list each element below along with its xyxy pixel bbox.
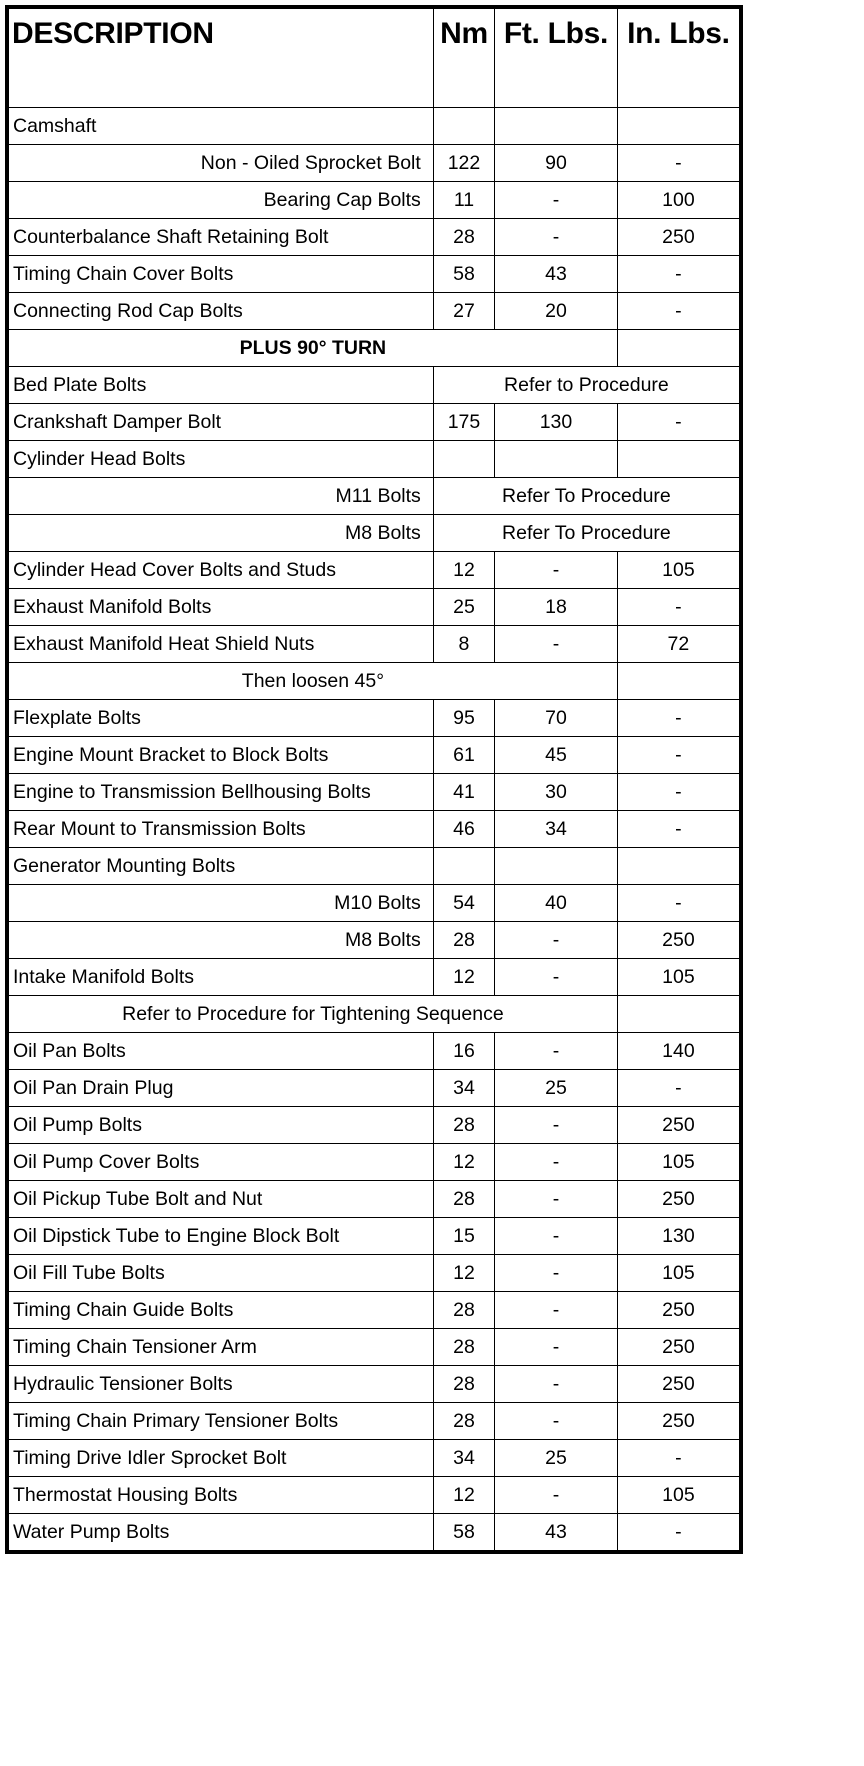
in-lbs-cell: 100 <box>617 182 741 219</box>
nm-cell: 15 <box>433 1218 494 1255</box>
description-cell: Hydraulic Tensioner Bolts <box>7 1366 433 1403</box>
nm-cell: 28 <box>433 1292 494 1329</box>
nm-cell: 54 <box>433 885 494 922</box>
nm-cell: 27 <box>433 293 494 330</box>
in-lbs-cell <box>617 330 741 367</box>
table-row <box>7 1107 741 1144</box>
table-body <box>7 108 741 1553</box>
in-lbs-cell: 105 <box>617 1477 741 1514</box>
table-row <box>7 1033 741 1070</box>
ft-lbs-cell: - <box>495 922 618 959</box>
note-cell: Refer to Procedure for Tightening Sequence <box>7 996 617 1033</box>
table-row <box>7 256 741 293</box>
table-row <box>7 330 741 367</box>
description-cell: M8 Bolts <box>7 515 433 552</box>
table-row <box>7 515 741 552</box>
description-cell: M11 Bolts <box>7 478 433 515</box>
in-lbs-cell: - <box>617 811 741 848</box>
table-row <box>7 1292 741 1329</box>
nm-cell: 28 <box>433 922 494 959</box>
nm-cell: 122 <box>433 145 494 182</box>
in-lbs-cell: 250 <box>617 1329 741 1366</box>
in-lbs-cell: 250 <box>617 1403 741 1440</box>
description-cell: Oil Dipstick Tube to Engine Block Bolt <box>7 1218 433 1255</box>
description-cell: Oil Fill Tube Bolts <box>7 1255 433 1292</box>
nm-cell: 46 <box>433 811 494 848</box>
table-row <box>7 848 741 885</box>
description-cell: Timing Chain Primary Tensioner Bolts <box>7 1403 433 1440</box>
nm-cell: 12 <box>433 552 494 589</box>
ft-lbs-cell: 30 <box>495 774 618 811</box>
in-lbs-cell: - <box>617 404 741 441</box>
ft-lbs-cell: 70 <box>495 700 618 737</box>
procedure-cell: Refer to Procedure <box>433 367 741 404</box>
table-row <box>7 959 741 996</box>
nm-cell: 175 <box>433 404 494 441</box>
in-lbs-cell: - <box>617 700 741 737</box>
nm-cell: 41 <box>433 774 494 811</box>
header-ft-lbs: Ft. Lbs. <box>495 7 618 108</box>
description-cell: Flexplate Bolts <box>7 700 433 737</box>
in-lbs-cell: 250 <box>617 1366 741 1403</box>
ft-lbs-cell: - <box>495 552 618 589</box>
description-cell: Timing Chain Tensioner Arm <box>7 1329 433 1366</box>
ft-lbs-cell: 43 <box>495 256 618 293</box>
procedure-cell: Refer To Procedure <box>433 515 741 552</box>
nm-cell: 34 <box>433 1070 494 1107</box>
in-lbs-cell: - <box>617 1070 741 1107</box>
table-row <box>7 774 741 811</box>
nm-cell: 58 <box>433 256 494 293</box>
header-row <box>7 7 741 108</box>
in-lbs-cell: 250 <box>617 1292 741 1329</box>
description-cell: Oil Pickup Tube Bolt and Nut <box>7 1181 433 1218</box>
in-lbs-cell: 105 <box>617 1255 741 1292</box>
nm-cell: 28 <box>433 219 494 256</box>
description-cell: Connecting Rod Cap Bolts <box>7 293 433 330</box>
header-nm: Nm <box>433 7 494 108</box>
table-row <box>7 404 741 441</box>
ft-lbs-cell: - <box>495 626 618 663</box>
ft-lbs-cell: - <box>495 1107 618 1144</box>
in-lbs-cell: - <box>617 293 741 330</box>
ft-lbs-cell: - <box>495 1181 618 1218</box>
description-cell: Timing Drive Idler Sprocket Bolt <box>7 1440 433 1477</box>
description-cell: Oil Pump Bolts <box>7 1107 433 1144</box>
table-row <box>7 922 741 959</box>
nm-cell: 58 <box>433 1514 494 1553</box>
in-lbs-cell: - <box>617 1514 741 1553</box>
nm-cell <box>433 441 494 478</box>
description-cell: Cylinder Head Bolts <box>7 441 433 478</box>
table-row <box>7 145 741 182</box>
ft-lbs-cell: 45 <box>495 737 618 774</box>
ft-lbs-cell <box>495 848 618 885</box>
ft-lbs-cell: - <box>495 1366 618 1403</box>
ft-lbs-cell: - <box>495 1255 618 1292</box>
description-cell: Timing Chain Cover Bolts <box>7 256 433 293</box>
table-row <box>7 811 741 848</box>
in-lbs-cell: 105 <box>617 1144 741 1181</box>
table-row <box>7 552 741 589</box>
in-lbs-cell: 140 <box>617 1033 741 1070</box>
table-row <box>7 293 741 330</box>
nm-cell: 28 <box>433 1181 494 1218</box>
ft-lbs-cell <box>495 108 618 145</box>
in-lbs-cell: 130 <box>617 1218 741 1255</box>
table-row <box>7 1440 741 1477</box>
in-lbs-cell: - <box>617 1440 741 1477</box>
ft-lbs-cell: - <box>495 1477 618 1514</box>
in-lbs-cell: - <box>617 774 741 811</box>
description-cell: Engine Mount Bracket to Block Bolts <box>7 737 433 774</box>
table-row <box>7 1218 741 1255</box>
description-cell: Thermostat Housing Bolts <box>7 1477 433 1514</box>
description-cell: Intake Manifold Bolts <box>7 959 433 996</box>
table-row <box>7 1070 741 1107</box>
table-row <box>7 441 741 478</box>
in-lbs-cell: 105 <box>617 552 741 589</box>
table-row <box>7 885 741 922</box>
ft-lbs-cell: - <box>495 1403 618 1440</box>
nm-cell: 28 <box>433 1107 494 1144</box>
table-row <box>7 1366 741 1403</box>
description-cell: Bearing Cap Bolts <box>7 182 433 219</box>
in-lbs-cell <box>617 848 741 885</box>
ft-lbs-cell: 20 <box>495 293 618 330</box>
description-cell: Engine to Transmission Bellhousing Bolts <box>7 774 433 811</box>
procedure-cell: Refer To Procedure <box>433 478 741 515</box>
in-lbs-cell: 250 <box>617 922 741 959</box>
description-cell: Oil Pump Cover Bolts <box>7 1144 433 1181</box>
note-cell: Then loosen 45° <box>7 663 617 700</box>
table-row <box>7 219 741 256</box>
table-row <box>7 1403 741 1440</box>
ft-lbs-cell: - <box>495 1033 618 1070</box>
in-lbs-cell: 250 <box>617 219 741 256</box>
description-cell: Generator Mounting Bolts <box>7 848 433 885</box>
table-row <box>7 367 741 404</box>
in-lbs-cell <box>617 663 741 700</box>
table-row <box>7 1329 741 1366</box>
description-cell: Water Pump Bolts <box>7 1514 433 1553</box>
description-cell: Counterbalance Shaft Retaining Bolt <box>7 219 433 256</box>
ft-lbs-cell <box>495 441 618 478</box>
nm-cell: 25 <box>433 589 494 626</box>
in-lbs-cell <box>617 108 741 145</box>
description-cell: Camshaft <box>7 108 433 145</box>
table-row <box>7 737 741 774</box>
nm-cell: 12 <box>433 1255 494 1292</box>
description-cell: M10 Bolts <box>7 885 433 922</box>
table-row <box>7 478 741 515</box>
nm-cell: 28 <box>433 1403 494 1440</box>
table-row <box>7 1181 741 1218</box>
table-row <box>7 1477 741 1514</box>
ft-lbs-cell: - <box>495 959 618 996</box>
table-row <box>7 1144 741 1181</box>
in-lbs-cell <box>617 996 741 1033</box>
header-description: DESCRIPTION <box>7 7 433 108</box>
ft-lbs-cell: 18 <box>495 589 618 626</box>
nm-cell: 12 <box>433 1144 494 1181</box>
ft-lbs-cell: 34 <box>495 811 618 848</box>
header-in-lbs: In. Lbs. <box>617 7 741 108</box>
ft-lbs-cell: 40 <box>495 885 618 922</box>
description-cell: Non - Oiled Sprocket Bolt <box>7 145 433 182</box>
nm-cell: 34 <box>433 1440 494 1477</box>
ft-lbs-cell: 25 <box>495 1440 618 1477</box>
in-lbs-cell: 250 <box>617 1107 741 1144</box>
ft-lbs-cell: - <box>495 182 618 219</box>
ft-lbs-cell: - <box>495 219 618 256</box>
in-lbs-cell: - <box>617 885 741 922</box>
nm-cell: 16 <box>433 1033 494 1070</box>
ft-lbs-cell: 43 <box>495 1514 618 1553</box>
description-cell: Timing Chain Guide Bolts <box>7 1292 433 1329</box>
nm-cell: 12 <box>433 1477 494 1514</box>
description-cell: Oil Pan Bolts <box>7 1033 433 1070</box>
nm-cell: 95 <box>433 700 494 737</box>
in-lbs-cell: - <box>617 145 741 182</box>
nm-cell <box>433 848 494 885</box>
ft-lbs-cell: - <box>495 1329 618 1366</box>
description-cell: Exhaust Manifold Bolts <box>7 589 433 626</box>
ft-lbs-cell: 25 <box>495 1070 618 1107</box>
nm-cell: 12 <box>433 959 494 996</box>
in-lbs-cell: 250 <box>617 1181 741 1218</box>
in-lbs-cell <box>617 441 741 478</box>
in-lbs-cell: 72 <box>617 626 741 663</box>
description-cell: M8 Bolts <box>7 922 433 959</box>
nm-cell: 11 <box>433 182 494 219</box>
ft-lbs-cell: - <box>495 1144 618 1181</box>
table-row <box>7 700 741 737</box>
table-row <box>7 108 741 145</box>
nm-cell <box>433 108 494 145</box>
table-row <box>7 1255 741 1292</box>
note-cell: PLUS 90° TURN <box>7 330 617 367</box>
ft-lbs-cell: 130 <box>495 404 618 441</box>
description-cell: Oil Pan Drain Plug <box>7 1070 433 1107</box>
nm-cell: 28 <box>433 1366 494 1403</box>
in-lbs-cell: - <box>617 256 741 293</box>
table-row <box>7 626 741 663</box>
ft-lbs-cell: - <box>495 1218 618 1255</box>
ft-lbs-cell: - <box>495 1292 618 1329</box>
in-lbs-cell: 105 <box>617 959 741 996</box>
in-lbs-cell: - <box>617 737 741 774</box>
table-row <box>7 996 741 1033</box>
description-cell: Crankshaft Damper Bolt <box>7 404 433 441</box>
in-lbs-cell: - <box>617 589 741 626</box>
description-cell: Cylinder Head Cover Bolts and Studs <box>7 552 433 589</box>
table-row <box>7 663 741 700</box>
table-row <box>7 1514 741 1553</box>
nm-cell: 61 <box>433 737 494 774</box>
description-cell: Bed Plate Bolts <box>7 367 433 404</box>
ft-lbs-cell: 90 <box>495 145 618 182</box>
table-row <box>7 182 741 219</box>
table-row <box>7 589 741 626</box>
description-cell: Exhaust Manifold Heat Shield Nuts <box>7 626 433 663</box>
nm-cell: 8 <box>433 626 494 663</box>
nm-cell: 28 <box>433 1329 494 1366</box>
torque-spec-table <box>5 5 743 1554</box>
description-cell: Rear Mount to Transmission Bolts <box>7 811 433 848</box>
